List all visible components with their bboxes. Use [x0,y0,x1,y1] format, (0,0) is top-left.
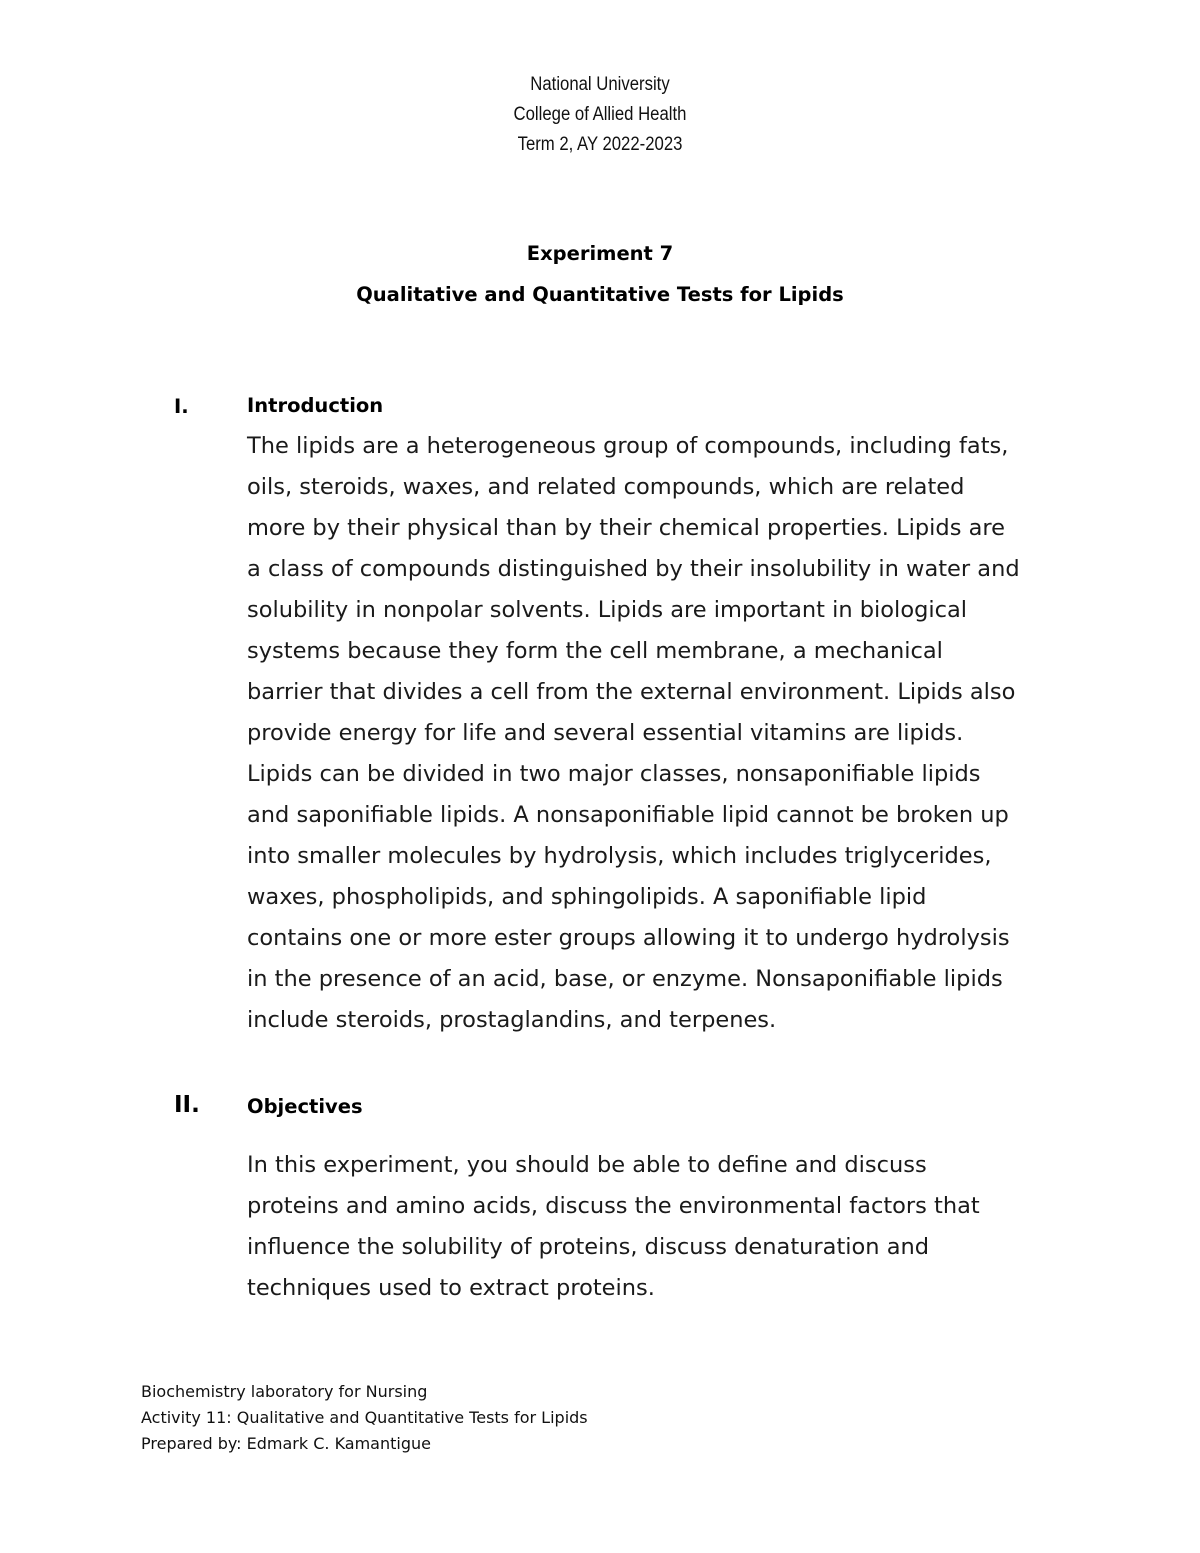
paragraph-line: techniques used to extract proteins. [247,1275,655,1301]
paragraph-line: in the presence of an acid, base, or enzyme. Nonsaponifiable lipids [247,966,1003,992]
paragraph-line: and saponifiable lipids. A nonsaponifiable lipid cannot be broken up [247,802,1009,828]
paragraph-line: into smaller molecules by hydrolysis, which includes triglycerides, [247,843,992,869]
institution-name: National University [530,74,670,95]
objectives-paragraph [247,1145,1067,1309]
academic-term: Term 2, AY 2022-2023 [517,134,683,155]
paragraph-line: waxes, phospholipids, and sphingolipids. A saponifiable lipid [247,884,927,910]
paragraph-line: systems because they form the cell membrane, a mechanical [247,638,943,664]
paragraph-line: include steroids, prostaglandins, and terpenes. [247,1007,777,1033]
section-numeral-introduction: I. [174,395,189,418]
paragraph-line: solubility in nonpolar solvents. Lipids are important in biological [247,597,968,623]
paragraph-line: provide energy for life and several essential vitamins are lipids. [247,720,964,746]
section-numeral-objectives: II. [174,1092,200,1118]
paragraph-line: barrier that divides a cell from the external environment. Lipids also [247,679,1016,705]
paragraph-line: proteins and amino acids, discuss the environmental factors that [247,1193,980,1219]
footer-course: Biochemistry laboratory for Nursing [141,1382,428,1401]
paragraph-line: The lipids are a heterogeneous group of compounds, including fats, [247,433,1009,459]
footer-prepared-by: Prepared by: Edmark C. Kamantigue [141,1434,431,1453]
experiment-title: Qualitative and Quantitative Tests for Lipids [356,283,844,306]
section-heading-introduction: Introduction [247,394,384,417]
footer-activity: Activity 11: Qualitative and Quantitative Tests for Lipids [141,1408,588,1427]
paragraph-line: contains one or more ester groups allowing it to undergo hydrolysis [247,925,1010,951]
college-name: College of Allied Health [513,104,687,125]
paragraph-line: In this experiment, you should be able to define and discuss [247,1152,927,1178]
paragraph-line: a class of compounds distinguished by their insolubility in water and [247,556,1020,582]
paragraph-line: oils, steroids, waxes, and related compounds, which are related [247,474,965,500]
paragraph-line: Lipids can be divided in two major classes, nonsaponifiable lipids [247,761,981,787]
experiment-number: Experiment 7 [526,242,674,265]
introduction-paragraph [247,426,1067,1041]
section-heading-objectives: Objectives [247,1095,363,1118]
paragraph-line: more by their physical than by their chemical properties. Lipids are [247,515,1005,541]
paragraph-line: influence the solubility of proteins, discuss denaturation and [247,1234,930,1260]
